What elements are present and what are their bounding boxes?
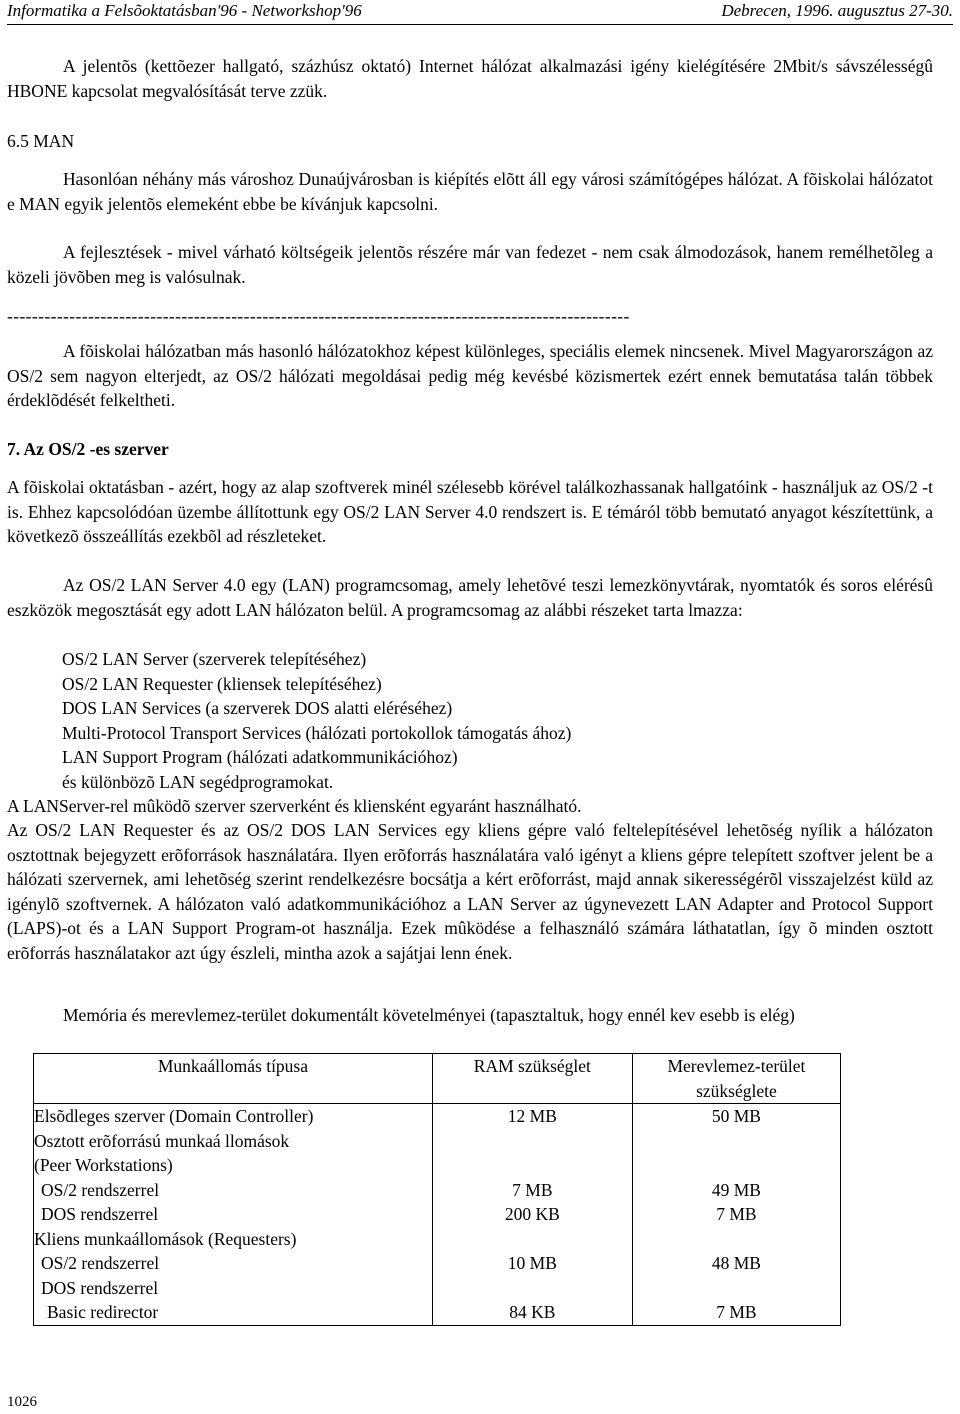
header-left: Informatika a Felsõoktatásban'96 - Networkshop'96 xyxy=(7,1,362,20)
header-rule xyxy=(7,24,953,25)
row-disk: 7 MB xyxy=(632,1300,840,1325)
table-row xyxy=(34,1251,841,1276)
header-right: Debrecen, 1996. augusztus 27-30. xyxy=(721,1,953,20)
row-disk: 49 MB xyxy=(632,1178,840,1203)
section-7-heading: 7. Az OS/2 -es szerver xyxy=(7,439,169,459)
section-7-paragraph-2: Az OS/2 LAN Server 4.0 egy (LAN) programcsomag, amely lehetõvé teszi lemezkönyvtárak, nyomtatók és soros elérésû eszközök megosztását egy adott LAN hálózaton belül. A programcsomag az alábbi részeket tarta lmazza: xyxy=(7,575,933,620)
row-disk: 50 MB xyxy=(632,1104,840,1129)
table-row xyxy=(34,1129,841,1154)
row-ram: 84 KB xyxy=(432,1300,632,1325)
table-row xyxy=(34,1202,841,1227)
row-label: DOS rendszerrel xyxy=(41,1204,159,1224)
row-label: (Peer Workstations) xyxy=(34,1153,433,1178)
row-ram: 12 MB xyxy=(432,1104,632,1129)
list-item: OS/2 LAN Requester (kliensek telepítéséhez) xyxy=(62,673,382,694)
row-ram: 7 MB xyxy=(432,1178,632,1203)
table-row xyxy=(34,1153,841,1178)
row-label: DOS rendszerrel xyxy=(41,1277,159,1298)
section-6-5-paragraph-1: Hasonlóan néhány más városhoz Dunaújvárosban is kiépítés elõtt áll egy városi számítógépes hálózat. A fõiskolai hálózatot e MAN egyik jelentõs elemeként ebbe be kívánjuk kapcsolni. xyxy=(7,169,933,214)
section-7-paragraph-1: A fõiskolai oktatásban - azért, hogy az alap szoftverek minél szélesebb körével találkozhassanak hallgatóink - használjuk az OS/2 -t is. Ehhez kapcsolódóan üzembe állítottunk egy OS/2 LAN Server 4.0 rendszert is. E témáról több bemutató anyagot készítettünk, a következõ összeállítás ezekbõl ad részleteket. xyxy=(7,477,933,546)
list-item: DOS LAN Services (a szerverek DOS alatti eléréséhez) xyxy=(62,698,453,718)
section-7-paragraph-4: Az OS/2 LAN Requester és az OS/2 DOS LAN Services egy kliens gépre való feltelepítésével lehetõség nyílik a hálózaton osztottnak bejegyzett erõforrások használatára. Ilyen erõforrás használatára való igényt a kliens gépre telepített szoftver jelent be a hálózati szervernek, ami lehetõség szerint rendelkezésre bocsátja a kért erõforrást, majd annak sikerességérõl visszajelzést küld az igénylõ szoftvernek. A hálózaton való adatkommunikációhoz a LAN Server az úgynevezett LAN Adapter and Protocol Support (LAPS)-ot és a LAN Support Program-ot használja. Ezek mûködése a felhasználó számára láthatatlan, így õ minden osztott erõforrás használatakor azt úgy észleli, mintha azok a sajátjai lenn ének. xyxy=(7,820,933,963)
separator-line: ---------------------------------------------------------------------------------------------------- xyxy=(7,306,630,326)
section-6-5-heading: 6.5 MAN xyxy=(7,131,75,151)
row-disk: 48 MB xyxy=(632,1251,840,1276)
table-row xyxy=(34,1104,841,1129)
table-row xyxy=(34,1227,841,1252)
header-workstation-type: Munkaállomás típusa xyxy=(34,1054,433,1104)
row-label: Basic redirector xyxy=(47,1302,159,1322)
section-7-paragraph-3: A LANServer-rel mûködõ szerver szerverként és kliensként egyaránt használható. xyxy=(7,796,582,816)
requirements-table xyxy=(33,1053,841,1326)
section-6-5-paragraph-2: A fejlesztések - mivel várható költségeik jelentõs részére már van fedezet - nem csak álmodozások, hanem remélhetõleg a közeli jövõben meg is valósulnak. xyxy=(7,242,933,287)
list-item: OS/2 LAN Server (szerverek telepítéséhez) xyxy=(62,649,367,669)
table-header-row xyxy=(34,1054,841,1104)
transition-paragraph: A fõiskolai hálózatban más hasonló hálózatokhoz képest különleges, speciális elemek nincsenek. Mivel Magyarországon az OS/2 sem nagyon elterjedt, az OS/2 hálózati megoldásai pedig még kevésbé közismertek ezért ennek bemutatása talán többek érdeklõdését felkeltheti. xyxy=(7,341,933,410)
row-ram: 200 KB xyxy=(432,1202,632,1227)
header-ram: RAM szükséglet xyxy=(432,1054,632,1104)
running-header xyxy=(7,0,953,23)
table-row xyxy=(34,1276,841,1301)
table-row xyxy=(34,1178,841,1203)
row-label: Osztott erõforrású munkaá llomások xyxy=(34,1129,433,1154)
section-7-paragraph-5: Memória és merevlemez-terület dokumentált követelményei (tapasztaltuk, hogy ennél kev esebb is elég) xyxy=(63,1005,795,1025)
row-label: Kliens munkaállomások (Requesters) xyxy=(34,1227,433,1252)
intro-paragraph: A jelentõs (kettõezer hallgató, százhúsz oktató) Internet hálózat alkalmazási igény kielégítésére 2Mbit/s sávszélességû HBONE kapcsolat megvalósítását terve zzük. xyxy=(7,56,933,101)
list-item: LAN Support Program (hálózati adatkommunikációhoz) xyxy=(62,747,458,767)
row-ram: 10 MB xyxy=(432,1251,632,1276)
row-label: OS/2 rendszerrel xyxy=(41,1253,160,1273)
component-list xyxy=(62,647,571,794)
header-disk: Merevlemez-terület szükséglete xyxy=(632,1054,840,1104)
table-row xyxy=(34,1300,841,1325)
page-number: 1026 xyxy=(7,1394,37,1410)
row-disk: 7 MB xyxy=(632,1202,840,1227)
row-label: Elsõdleges szerver (Domain Controller) xyxy=(34,1104,433,1129)
row-label: OS/2 rendszerrel xyxy=(41,1179,160,1200)
list-item: Multi-Protocol Transport Services (hálózati portokollok támogatás ához) xyxy=(62,722,572,743)
list-item: és különbözõ LAN segédprogramokat. xyxy=(62,771,334,792)
